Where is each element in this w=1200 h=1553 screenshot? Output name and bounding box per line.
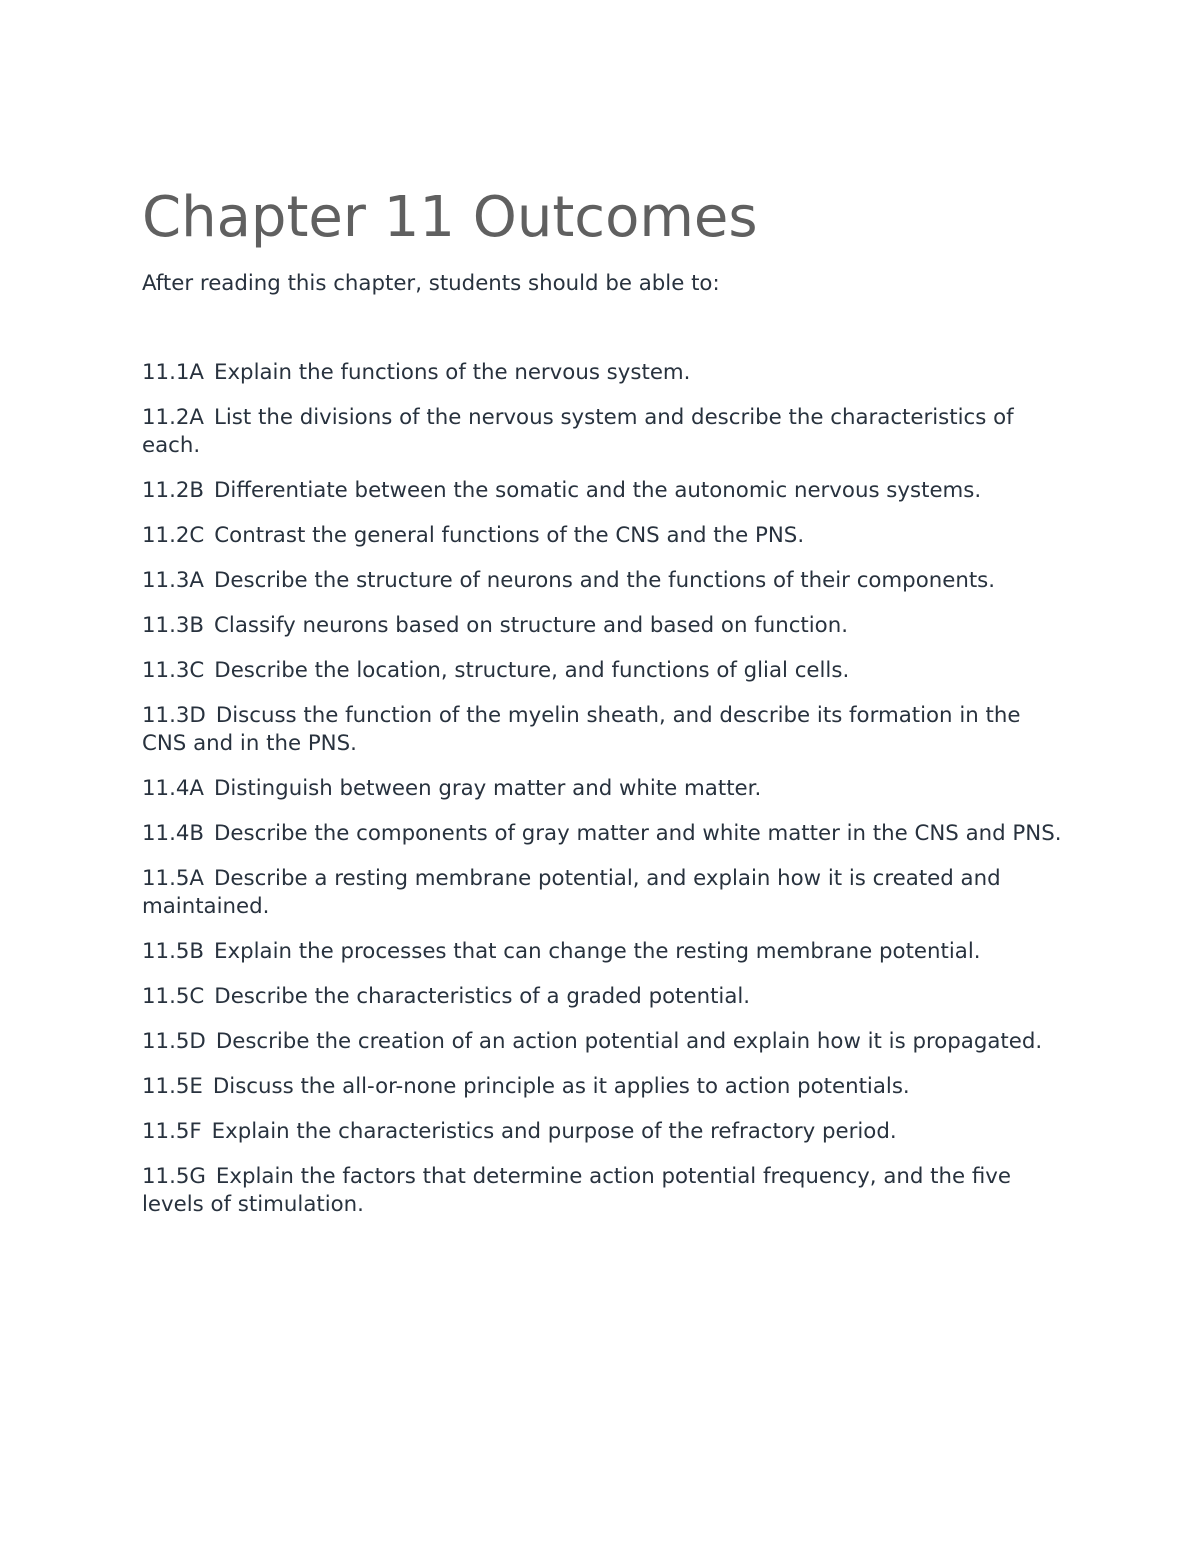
- outcome-code: 11.5F: [142, 1119, 202, 1144]
- outcome-text: Discuss the function of the myelin sheath, and describe its formation in the CNS and in the PNS.: [142, 703, 1021, 756]
- outcome-item: [142, 775, 1067, 803]
- outcome-item: [142, 1118, 1067, 1146]
- outcome-text: Explain the functions of the nervous system.: [214, 360, 691, 385]
- outcome-code: 11.3B: [142, 613, 205, 638]
- outcome-text: Explain the processes that can change the resting membrane potential.: [214, 939, 981, 964]
- page-title: Chapter 11 Outcomes: [142, 185, 758, 250]
- outcome-code: 11.5D: [142, 1029, 206, 1054]
- outcome-item: [142, 477, 1067, 505]
- intro-text: After reading this chapter, students should be able to:: [142, 271, 720, 296]
- outcome-code: 11.5B: [142, 939, 205, 964]
- outcome-item: [142, 938, 1067, 966]
- outcome-item: [142, 1028, 1067, 1056]
- outcome-code: 11.3D: [142, 703, 206, 728]
- outcome-text: Discuss the all-or-none principle as it applies to action potentials.: [212, 1074, 910, 1099]
- document-page: [142, 186, 1067, 1236]
- outcome-text: Describe the location, structure, and functions of glial cells.: [214, 658, 850, 683]
- outcome-code: 11.4A: [142, 776, 204, 801]
- outcome-text: Describe the characteristics of a graded potential.: [214, 984, 751, 1009]
- outcome-item: [142, 702, 1067, 758]
- outcome-item: [142, 865, 1067, 921]
- outcome-text: Describe the creation of an action potential and explain how it is propagated.: [215, 1029, 1043, 1054]
- outcome-code: 11.2B: [142, 478, 205, 503]
- outcome-text: Classify neurons based on structure and based on function.: [214, 613, 848, 638]
- outcome-text: Contrast the general functions of the CNS and the PNS.: [214, 523, 805, 548]
- outcome-code: 11.5G: [142, 1164, 206, 1189]
- outcome-item: [142, 567, 1067, 595]
- outcome-code: 11.3C: [142, 658, 205, 683]
- outcome-code: 11.2A: [142, 405, 204, 430]
- outcome-text: Explain the factors that determine action potential frequency, and the five levels of stimulation.: [142, 1164, 1011, 1217]
- outcome-text: Describe the structure of neurons and the functions of their components.: [214, 568, 996, 593]
- outcome-text: List the divisions of the nervous system and describe the characteristics of each.: [142, 405, 1014, 458]
- outcomes-list: [142, 359, 1067, 1219]
- outcome-item: [142, 404, 1067, 460]
- outcome-item: [142, 1073, 1067, 1101]
- outcome-code: 11.5A: [142, 866, 204, 891]
- outcome-text: Differentiate between the somatic and the autonomic nervous systems.: [214, 478, 982, 503]
- outcome-text: Describe a resting membrane potential, and explain how it is created and maintained.: [142, 866, 1001, 919]
- outcome-item: [142, 820, 1067, 848]
- outcome-item: [142, 657, 1067, 685]
- outcome-item: [142, 1163, 1067, 1219]
- outcome-code: 11.1A: [142, 360, 204, 385]
- outcome-item: [142, 359, 1067, 387]
- outcome-item: [142, 983, 1067, 1011]
- outcome-code: 11.2C: [142, 523, 205, 548]
- outcome-code: 11.3A: [142, 568, 204, 593]
- outcome-item: [142, 522, 1067, 550]
- outcome-item: [142, 612, 1067, 640]
- outcome-text: Distinguish between gray matter and white matter.: [214, 776, 762, 801]
- outcome-text: Describe the components of gray matter and white matter in the CNS and PNS.: [214, 821, 1062, 846]
- outcome-code: 11.5C: [142, 984, 205, 1009]
- outcome-code: 11.5E: [142, 1074, 203, 1099]
- outcome-code: 11.4B: [142, 821, 205, 846]
- outcome-text: Explain the characteristics and purpose of the refractory period.: [211, 1119, 897, 1144]
